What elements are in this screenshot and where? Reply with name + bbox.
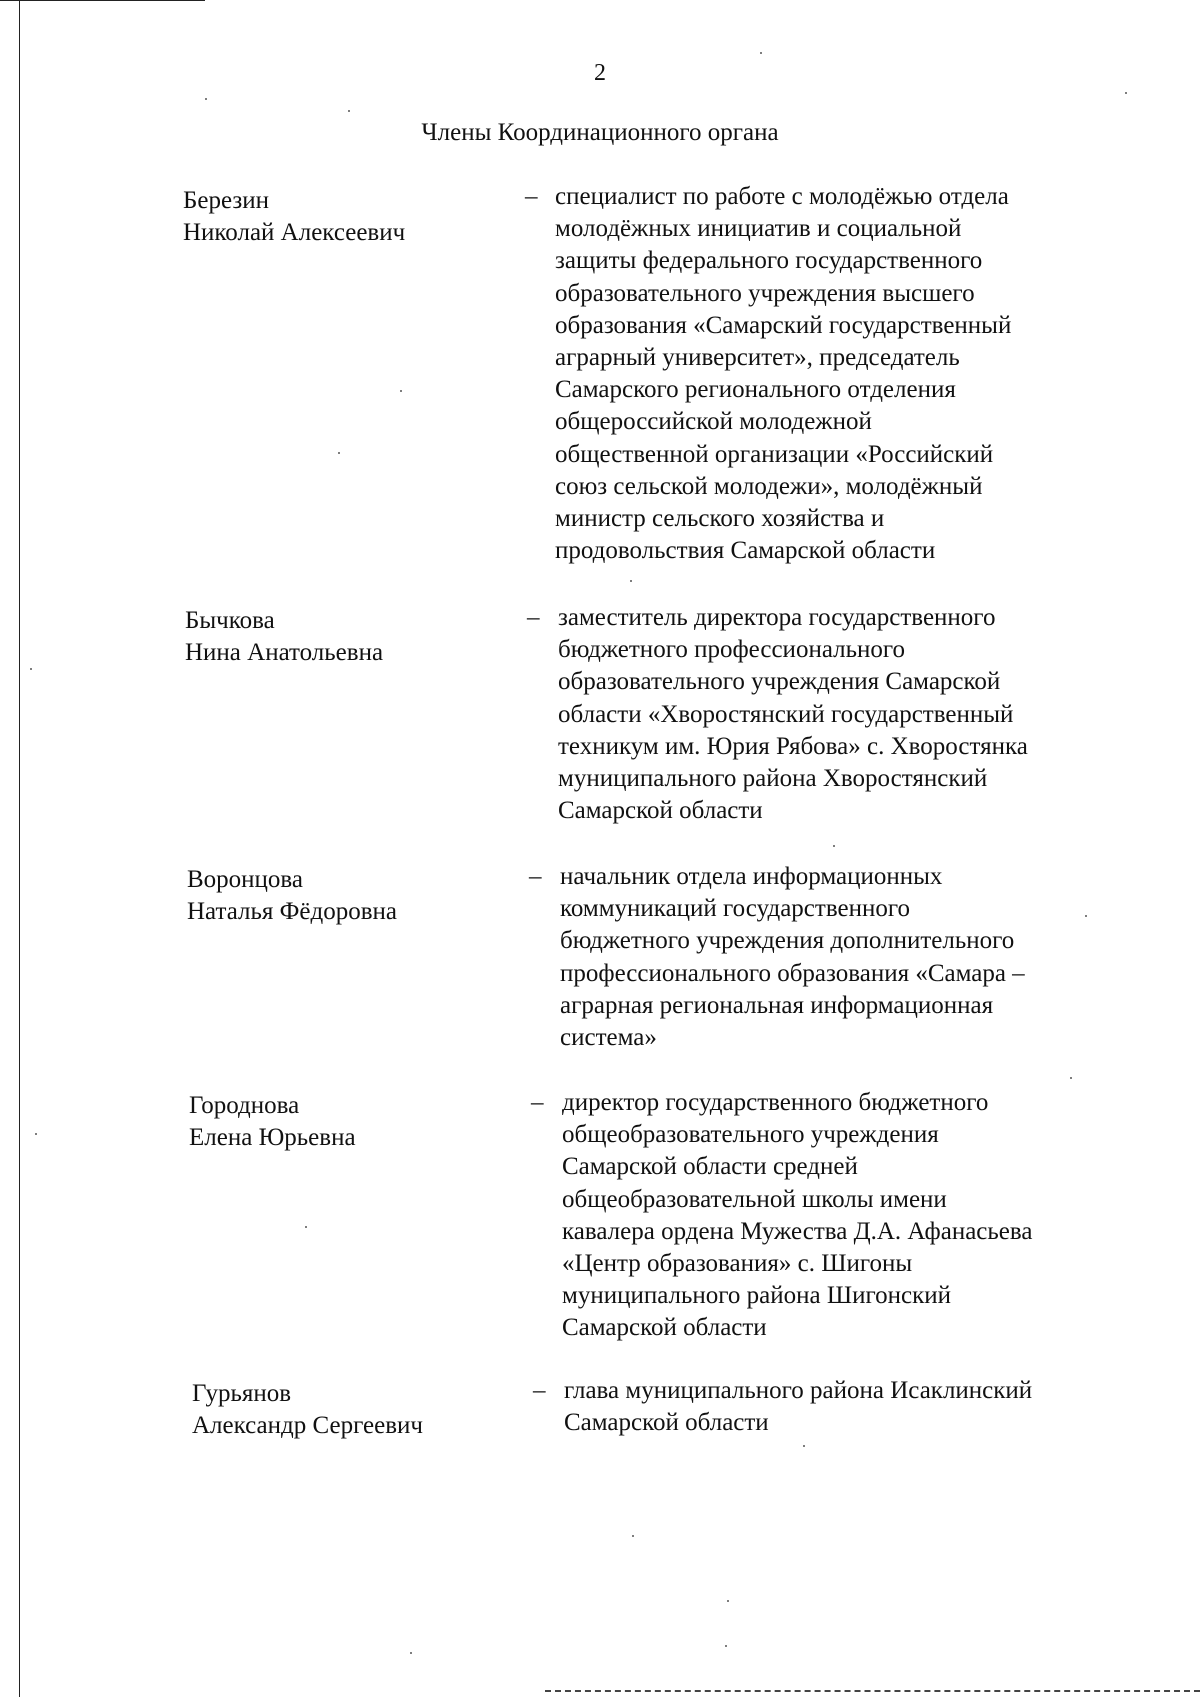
member-position — [560, 861, 1120, 1054]
position-line: муниципального района Шигонский — [562, 1282, 951, 1310]
scan-edge-left — [19, 0, 20, 1697]
scan-speck — [630, 580, 632, 582]
scan-speck — [803, 1445, 805, 1447]
position-line: «Центр образования» с. Шигоны — [562, 1250, 913, 1278]
position-line: образовательного учреждения высшего — [555, 279, 975, 307]
position-line: общественной организации «Российский — [555, 440, 994, 468]
position-line: система» — [560, 1024, 657, 1052]
position-line: бюджетного учреждения дополнительного — [560, 927, 1015, 955]
page-title: Члены Координационного органа — [421, 119, 779, 146]
position-line: союз сельской молодежи», молодёжный — [555, 472, 983, 500]
scan-speck — [338, 452, 340, 454]
position-line: Самарской области — [562, 1314, 767, 1342]
member-dash: – — [533, 1377, 546, 1404]
member-dash: – — [531, 1089, 544, 1116]
member-name — [189, 1090, 489, 1154]
position-line: муниципального района Хворостянский — [558, 765, 988, 793]
position-line: общеобразовательного учреждения — [562, 1121, 939, 1149]
scan-speck — [205, 98, 207, 100]
scan-speck — [1070, 1077, 1072, 1079]
member-name — [187, 864, 487, 928]
scan-speck — [833, 845, 835, 847]
member-surname: Воронцова — [187, 866, 304, 893]
position-line: глава муниципального района Исаклинский — [564, 1377, 1033, 1404]
position-line: министр сельского хозяйства и — [555, 505, 885, 533]
scan-speck — [30, 668, 32, 670]
position-line: Самарской области средней — [562, 1153, 858, 1181]
member-name — [183, 185, 483, 249]
member-given-names: Елена Юрьевна — [189, 1124, 356, 1151]
member-given-names: Нина Анатольевна — [185, 639, 384, 666]
position-line: области «Хворостянский государственный — [558, 700, 1014, 728]
position-line: общеобразовательной школы имени — [562, 1185, 947, 1213]
position-line: директор государственного бюджетного — [562, 1089, 989, 1116]
member-surname: Гурьянов — [192, 1380, 292, 1407]
scan-speck — [727, 1600, 729, 1602]
member-surname: Березин — [183, 187, 269, 214]
member-position — [555, 181, 1115, 567]
position-line: Самарской области — [558, 797, 763, 825]
position-line: аграрный университет», председатель — [555, 344, 960, 372]
member-name — [192, 1378, 492, 1442]
position-line: продовольствия Самарской области — [555, 537, 936, 565]
position-line: молодёжных инициатив и социальной — [555, 215, 962, 243]
position-line: Самарской области — [564, 1409, 769, 1437]
member-dash: – — [525, 183, 538, 210]
member-position — [564, 1375, 1124, 1439]
member-name — [185, 605, 485, 669]
position-line: Самарского регионального отделения — [555, 376, 956, 404]
scan-edge-bottom — [545, 1690, 1200, 1692]
position-line: техникум им. Юрия Рябова» с. Хворостянка — [558, 732, 1028, 760]
position-line: заместитель директора государственного — [558, 604, 996, 631]
member-dash: – — [527, 604, 540, 631]
member-given-names: Наталья Фёдоровна — [187, 898, 398, 925]
member-given-names: Николай Алексеевич — [183, 219, 406, 246]
scan-speck — [410, 1652, 412, 1654]
position-line: бюджетного профессионального — [558, 636, 906, 664]
position-line: образования «Самарский государственный — [555, 311, 1012, 339]
scan-speck — [725, 1645, 727, 1647]
scan-speck — [632, 1535, 634, 1537]
position-line: начальник отдела информационных — [560, 863, 943, 890]
scan-speck — [400, 390, 402, 392]
position-line: общероссийской молодежной — [555, 408, 872, 436]
scan-speck — [35, 1133, 37, 1135]
scan-edge-top — [0, 0, 205, 1]
position-line: профессионального образования «Самара – — [560, 959, 1025, 987]
member-surname: Бычкова — [185, 607, 275, 634]
position-line: аграрная региональная информационная — [560, 991, 994, 1019]
position-line: защиты федерального государственного — [555, 247, 983, 275]
position-line: кавалера ордена Мужества Д.А. Афанасьева — [562, 1217, 1033, 1245]
position-line: коммуникаций государственного — [560, 895, 910, 923]
member-given-names: Александр Сергеевич — [192, 1412, 423, 1439]
position-line: специалист по работе с молодёжью отдела — [555, 183, 1009, 210]
member-position — [562, 1087, 1122, 1345]
scan-speck — [348, 110, 350, 112]
scan-speck — [760, 52, 762, 54]
scan-speck — [305, 1226, 307, 1228]
member-position — [558, 602, 1118, 827]
member-dash: – — [529, 863, 542, 890]
member-surname: Городнова — [189, 1092, 300, 1119]
page-number: 2 — [594, 60, 606, 86]
position-line: образовательного учреждения Самарской — [558, 668, 1001, 696]
scan-speck — [1125, 92, 1127, 94]
